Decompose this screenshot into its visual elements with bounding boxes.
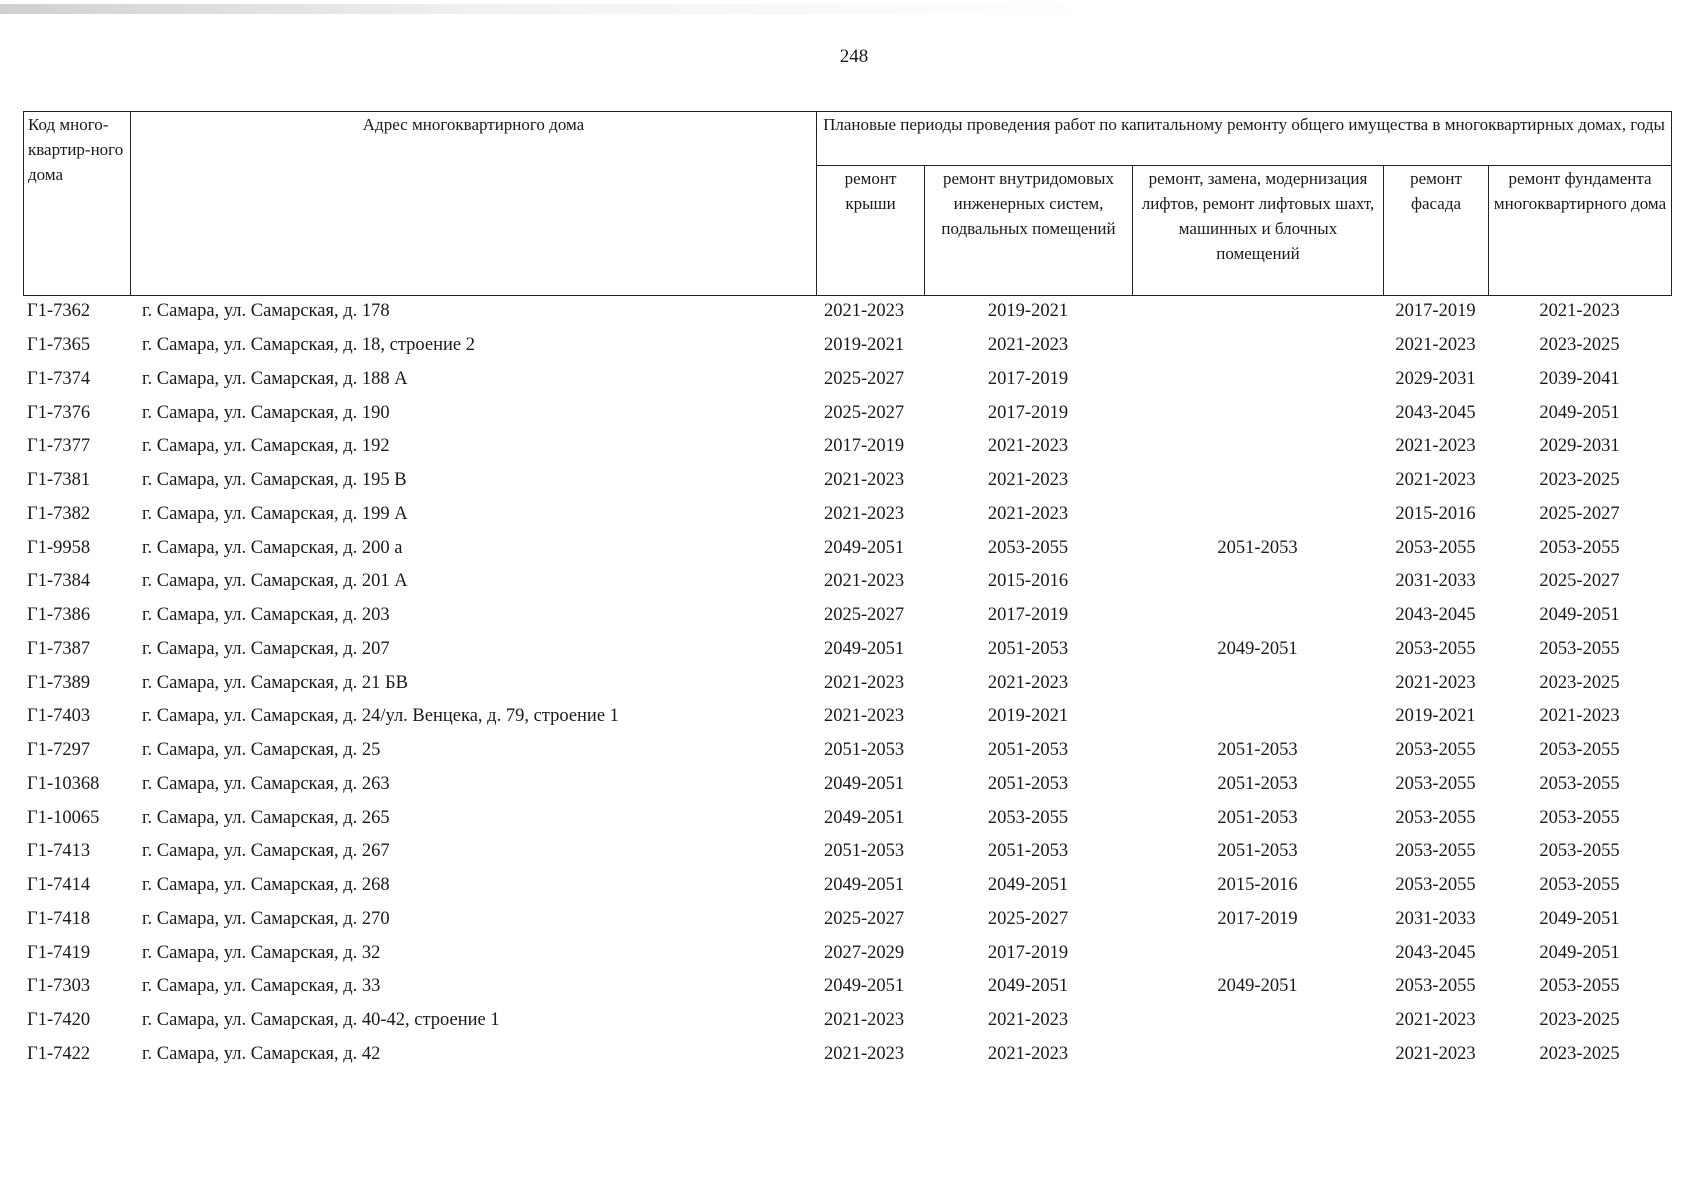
row-code: Г1-7414 xyxy=(27,875,91,896)
header-address: Адрес многоквартирного дома xyxy=(131,112,817,296)
table-row xyxy=(23,1038,1671,1072)
row-code: Г1-7422 xyxy=(27,1043,91,1064)
row-foundation-period: 2053-2055 xyxy=(1539,537,1620,558)
row-foundation-period: 2053-2055 xyxy=(1539,976,1620,997)
table-header xyxy=(23,111,1672,296)
row-facade-period: 2043-2045 xyxy=(1395,942,1476,963)
row-lifts-period xyxy=(1132,1004,1383,1038)
row-engineering-period: 2019-2021 xyxy=(987,706,1069,727)
row-code: Г1-7403 xyxy=(27,706,91,727)
row-engineering-period: 2051-2053 xyxy=(987,638,1069,659)
row-foundation-period: 2023-2025 xyxy=(1539,672,1620,693)
row-lifts-period: 2049-2051 xyxy=(1217,976,1298,997)
row-engineering-period: 2051-2053 xyxy=(987,841,1069,862)
row-facade-period: 2021-2023 xyxy=(1395,1010,1476,1031)
row-foundation-period: 2025-2027 xyxy=(1539,503,1620,524)
row-facade-period: 2053-2055 xyxy=(1395,976,1476,997)
row-roof-period: 2049-2051 xyxy=(824,537,905,558)
header-code: Код много-квартир-ного дома xyxy=(24,112,131,296)
row-facade-period: 2053-2055 xyxy=(1395,841,1476,862)
row-engineering-period: 2017-2019 xyxy=(987,402,1069,423)
row-address: г. Самара, ул. Самарская, д. 200 а xyxy=(142,537,403,558)
row-address: г. Самара, ул. Самарская, д. 270 xyxy=(142,908,390,929)
row-lifts-period: 2051-2053 xyxy=(1217,740,1298,761)
table-row xyxy=(23,835,1671,869)
row-foundation-period: 2053-2055 xyxy=(1539,773,1620,794)
row-address: г. Самара, ул. Самарская, д. 42 xyxy=(142,1043,381,1064)
row-foundation-period: 2021-2023 xyxy=(1539,301,1620,322)
row-lifts-period: 2015-2016 xyxy=(1217,875,1298,896)
row-address: г. Самара, ул. Самарская, д. 188 А xyxy=(142,368,408,389)
row-lifts-period xyxy=(1132,666,1383,700)
row-engineering-period: 2017-2019 xyxy=(987,942,1069,963)
row-facade-period: 2015-2016 xyxy=(1395,503,1476,524)
table-row xyxy=(23,734,1671,768)
row-lifts-period xyxy=(1132,396,1383,430)
row-code: Г1-7382 xyxy=(27,503,91,524)
row-code: Г1-7376 xyxy=(27,402,91,423)
row-address: г. Самара, ул. Самарская, д. 33 xyxy=(142,976,381,997)
row-address: г. Самара, ул. Самарская, д. 195 В xyxy=(142,470,407,491)
row-facade-period: 2053-2055 xyxy=(1395,807,1476,828)
row-address: г. Самара, ул. Самарская, д. 21 БВ xyxy=(142,672,408,693)
row-engineering-period: 2049-2051 xyxy=(987,875,1069,896)
row-lifts-period xyxy=(1132,329,1383,363)
row-roof-period: 2021-2023 xyxy=(824,706,905,727)
row-lifts-period: 2051-2053 xyxy=(1217,773,1298,794)
row-roof-period: 2021-2023 xyxy=(824,503,905,524)
row-lifts-period: 2051-2053 xyxy=(1217,807,1298,828)
row-roof-period: 2021-2023 xyxy=(824,1043,905,1064)
row-code: Г1-7365 xyxy=(27,335,91,356)
table-row xyxy=(23,295,1671,329)
row-facade-period: 2043-2045 xyxy=(1395,402,1476,423)
table-row xyxy=(23,970,1671,1004)
row-facade-period: 2053-2055 xyxy=(1395,740,1476,761)
row-engineering-period: 2025-2027 xyxy=(987,908,1069,929)
row-engineering-period: 2021-2023 xyxy=(987,470,1069,491)
table-row xyxy=(23,498,1671,532)
row-code: Г1-7386 xyxy=(27,605,91,626)
row-code: Г1-7413 xyxy=(27,841,91,862)
row-facade-period: 2031-2033 xyxy=(1395,908,1476,929)
row-lifts-period xyxy=(1132,430,1383,464)
row-code: Г1-10368 xyxy=(27,773,100,794)
row-engineering-period: 2021-2023 xyxy=(987,1043,1069,1064)
row-code: Г1-9958 xyxy=(27,537,91,558)
table-row xyxy=(23,801,1671,835)
row-foundation-period: 2053-2055 xyxy=(1539,638,1620,659)
row-foundation-period: 2049-2051 xyxy=(1539,908,1620,929)
table-row xyxy=(23,599,1671,633)
row-roof-period: 2049-2051 xyxy=(824,807,905,828)
row-facade-period: 2053-2055 xyxy=(1395,537,1476,558)
row-roof-period: 2051-2053 xyxy=(824,740,905,761)
row-lifts-period: 2017-2019 xyxy=(1217,908,1298,929)
row-facade-period: 2053-2055 xyxy=(1395,773,1476,794)
row-address: г. Самара, ул. Самарская, д. 24/ул. Венцека, д. 79, строение 1 xyxy=(142,706,619,727)
row-facade-period: 2029-2031 xyxy=(1395,368,1476,389)
header-roof: ремонт крыши xyxy=(817,166,925,296)
row-roof-period: 2021-2023 xyxy=(824,571,905,592)
row-roof-period: 2027-2029 xyxy=(824,942,905,963)
row-code: Г1-7303 xyxy=(27,976,91,997)
row-code: Г1-7297 xyxy=(27,740,91,761)
row-address: г. Самара, ул. Самарская, д. 265 xyxy=(142,807,390,828)
row-code: Г1-10065 xyxy=(27,807,100,828)
row-lifts-period xyxy=(1132,936,1383,970)
row-code: Г1-7374 xyxy=(27,368,91,389)
row-lifts-period: 2051-2053 xyxy=(1217,537,1298,558)
row-lifts-period xyxy=(1132,363,1383,397)
table-row xyxy=(23,363,1671,397)
row-code: Г1-7420 xyxy=(27,1010,91,1031)
table-row xyxy=(23,869,1671,903)
header-periods-group: Плановые периоды проведения работ по капитальному ремонту общего имущества в многоквартирных домах, годы xyxy=(817,112,1672,166)
row-foundation-period: 2023-2025 xyxy=(1539,1043,1620,1064)
row-roof-period: 2049-2051 xyxy=(824,875,905,896)
row-foundation-period: 2053-2055 xyxy=(1539,807,1620,828)
row-facade-period: 2021-2023 xyxy=(1395,1043,1476,1064)
table-row xyxy=(23,903,1671,937)
row-foundation-period: 2023-2025 xyxy=(1539,470,1620,491)
row-foundation-period: 2053-2055 xyxy=(1539,740,1620,761)
row-roof-period: 2025-2027 xyxy=(824,908,905,929)
row-roof-period: 2017-2019 xyxy=(824,436,905,457)
row-engineering-period: 2021-2023 xyxy=(987,335,1069,356)
row-roof-period: 2049-2051 xyxy=(824,976,905,997)
row-roof-period: 2021-2023 xyxy=(824,470,905,491)
row-address: г. Самара, ул. Самарская, д. 267 xyxy=(142,841,390,862)
row-roof-period: 2025-2027 xyxy=(824,402,905,423)
row-address: г. Самара, ул. Самарская, д. 199 А xyxy=(142,503,408,524)
row-address: г. Самара, ул. Самарская, д. 190 xyxy=(142,402,390,423)
row-address: г. Самара, ул. Самарская, д. 18, строение 2 xyxy=(142,335,475,356)
row-engineering-period: 2017-2019 xyxy=(987,605,1069,626)
row-lifts-period: 2049-2051 xyxy=(1217,638,1298,659)
row-roof-period: 2021-2023 xyxy=(824,301,905,322)
row-engineering-period: 2051-2053 xyxy=(987,740,1069,761)
row-code: Г1-7384 xyxy=(27,571,91,592)
row-facade-period: 2021-2023 xyxy=(1395,436,1476,457)
row-engineering-period: 2021-2023 xyxy=(987,672,1069,693)
table-row xyxy=(23,565,1671,599)
header-lifts: ремонт, замена, модернизация лифтов, ремонт лифтовых шахт, машинных и блочных помещений xyxy=(1133,166,1384,296)
row-foundation-period: 2053-2055 xyxy=(1539,875,1620,896)
row-facade-period: 2053-2055 xyxy=(1395,638,1476,659)
row-address: г. Самара, ул. Самарская, д. 263 xyxy=(142,773,390,794)
row-engineering-period: 2015-2016 xyxy=(987,571,1069,592)
table-body xyxy=(23,295,1671,1071)
row-code: Г1-7387 xyxy=(27,638,91,659)
row-foundation-period: 2039-2041 xyxy=(1539,368,1620,389)
table-row xyxy=(23,396,1671,430)
scan-edge-noise xyxy=(0,4,1200,14)
table-row xyxy=(23,464,1671,498)
table-row xyxy=(23,936,1671,970)
row-lifts-period xyxy=(1132,565,1383,599)
row-lifts-period xyxy=(1132,599,1383,633)
row-facade-period: 2021-2023 xyxy=(1395,470,1476,491)
row-address: г. Самара, ул. Самарская, д. 207 xyxy=(142,638,390,659)
table-row xyxy=(23,700,1671,734)
row-lifts-period xyxy=(1132,464,1383,498)
row-address: г. Самара, ул. Самарская, д. 32 xyxy=(142,942,381,963)
row-roof-period: 2025-2027 xyxy=(824,605,905,626)
row-address: г. Самара, ул. Самарская, д. 25 xyxy=(142,740,381,761)
row-code: Г1-7389 xyxy=(27,672,91,693)
row-lifts-period xyxy=(1132,1038,1383,1072)
row-foundation-period: 2049-2051 xyxy=(1539,942,1620,963)
row-foundation-period: 2029-2031 xyxy=(1539,436,1620,457)
table-row xyxy=(23,768,1671,802)
row-foundation-period: 2025-2027 xyxy=(1539,571,1620,592)
table-row xyxy=(23,666,1671,700)
row-lifts-period: 2051-2053 xyxy=(1217,841,1298,862)
row-lifts-period xyxy=(1132,498,1383,532)
row-foundation-period: 2023-2025 xyxy=(1539,1010,1620,1031)
header-engineering: ремонт внутридомовых инженерных систем, подвальных помещений xyxy=(925,166,1133,296)
row-roof-period: 2051-2053 xyxy=(824,841,905,862)
row-engineering-period: 2017-2019 xyxy=(987,368,1069,389)
table-row xyxy=(23,531,1671,565)
row-code: Г1-7377 xyxy=(27,436,91,457)
row-code: Г1-7418 xyxy=(27,908,91,929)
row-engineering-period: 2021-2023 xyxy=(987,436,1069,457)
row-engineering-period: 2021-2023 xyxy=(987,503,1069,524)
row-code: Г1-7419 xyxy=(27,942,91,963)
row-facade-period: 2031-2033 xyxy=(1395,571,1476,592)
row-facade-period: 2021-2023 xyxy=(1395,672,1476,693)
row-roof-period: 2049-2051 xyxy=(824,773,905,794)
row-roof-period: 2021-2023 xyxy=(824,1010,905,1031)
row-engineering-period: 2053-2055 xyxy=(987,807,1069,828)
row-code: Г1-7381 xyxy=(27,470,91,491)
table-row xyxy=(23,1004,1671,1038)
table-row xyxy=(23,633,1671,667)
row-engineering-period: 2053-2055 xyxy=(987,537,1069,558)
row-roof-period: 2021-2023 xyxy=(824,672,905,693)
row-address: г. Самара, ул. Самарская, д. 203 xyxy=(142,605,390,626)
row-engineering-period: 2049-2051 xyxy=(987,976,1069,997)
row-engineering-period: 2019-2021 xyxy=(987,301,1069,322)
row-roof-period: 2019-2021 xyxy=(824,335,905,356)
row-facade-period: 2043-2045 xyxy=(1395,605,1476,626)
row-facade-period: 2019-2021 xyxy=(1395,706,1476,727)
row-address: г. Самара, ул. Самарская, д. 178 xyxy=(142,301,390,322)
row-facade-period: 2017-2019 xyxy=(1395,301,1476,322)
row-address: г. Самара, ул. Самарская, д. 192 xyxy=(142,436,390,457)
row-facade-period: 2053-2055 xyxy=(1395,875,1476,896)
row-roof-period: 2025-2027 xyxy=(824,368,905,389)
header-facade: ремонт фасада xyxy=(1384,166,1489,296)
header-foundation: ремонт фундамента многоквартирного дома xyxy=(1489,166,1672,296)
row-foundation-period: 2023-2025 xyxy=(1539,335,1620,356)
row-foundation-period: 2049-2051 xyxy=(1539,402,1620,423)
table-row xyxy=(23,329,1671,363)
row-code: Г1-7362 xyxy=(27,301,91,322)
row-address: г. Самара, ул. Самарская, д. 201 А xyxy=(142,571,408,592)
row-engineering-period: 2051-2053 xyxy=(987,773,1069,794)
row-address: г. Самара, ул. Самарская, д. 268 xyxy=(142,875,390,896)
row-facade-period: 2021-2023 xyxy=(1395,335,1476,356)
row-foundation-period: 2021-2023 xyxy=(1539,706,1620,727)
row-address: г. Самара, ул. Самарская, д. 40-42, строение 1 xyxy=(142,1010,500,1031)
row-lifts-period xyxy=(1132,295,1383,329)
row-roof-period: 2049-2051 xyxy=(824,638,905,659)
row-lifts-period xyxy=(1132,700,1383,734)
page-number: 248 xyxy=(839,46,869,67)
row-foundation-period: 2053-2055 xyxy=(1539,841,1620,862)
row-foundation-period: 2049-2051 xyxy=(1539,605,1620,626)
row-engineering-period: 2021-2023 xyxy=(987,1010,1069,1031)
table-row xyxy=(23,430,1671,464)
